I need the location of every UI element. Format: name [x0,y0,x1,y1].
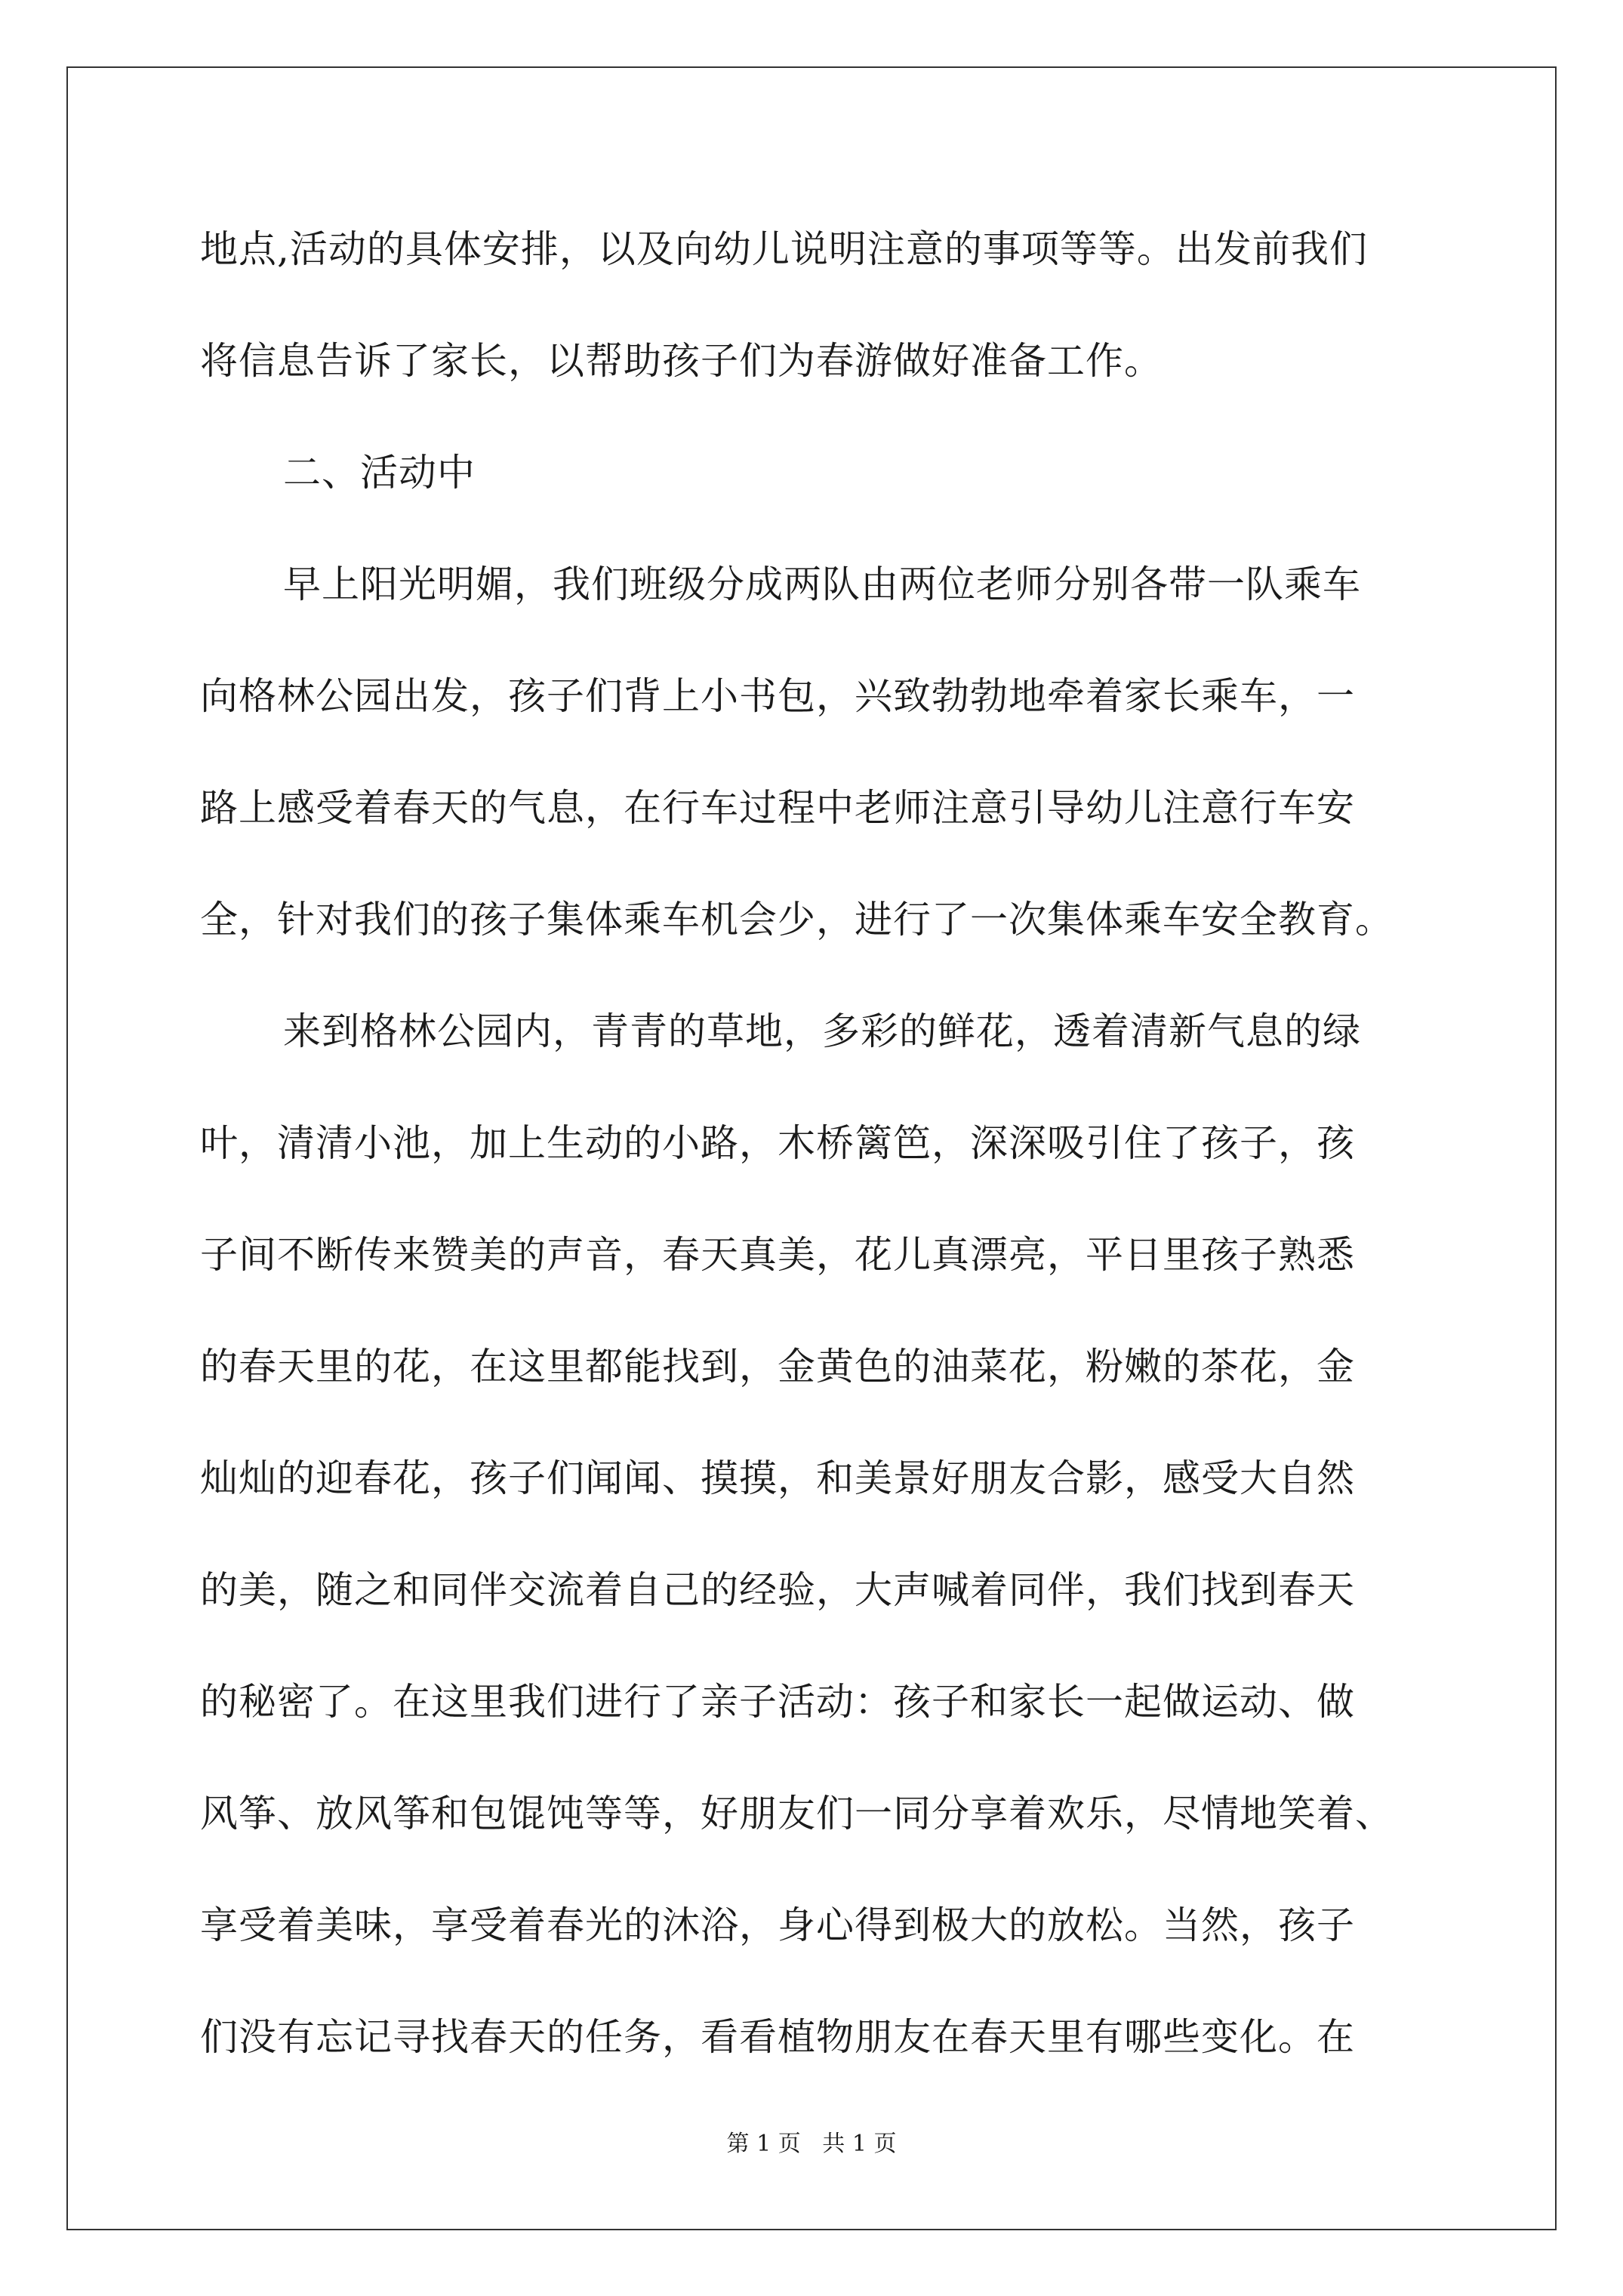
body-line: 向格林公园出发，孩子们背上小书包，兴致勃勃地牵着家长乘车，一 [200,674,1355,718]
body-line: 路上感受着春天的气息，在行车过程中老师注意引导幼儿注意行车安 [200,786,1355,830]
body-line: 的美，随之和同伴交流着自己的经验，大声喊着同伴，我们找到春天 [200,1568,1355,1612]
body-line: 的春天里的花，在这里都能找到，金黄色的油菜花，粉嫩的茶花，金 [200,1345,1355,1388]
body-line: 的秘密了。在这里我们进行了亲子活动：孩子和家长一起做运动、做 [200,1680,1355,1724]
body-line: 叶，清清小池，加上生动的小路，木桥篱笆，深深吸引住了孩子，孩 [200,1121,1355,1165]
body-line: 享受着美味，享受着春光的沐浴，身心得到极大的放松。当然，孩子 [200,1903,1355,1947]
body-line: 全，针对我们的孩子集体乘车机会少，进行了一次集体乘车安全教育。 [200,898,1394,942]
body-line: 早上阳光明媚，我们班级分成两队由两位老师分别各带一队乘车 [283,562,1361,606]
body-line: 风筝、放风筝和包馄饨等等，好朋友们一同分享着欢乐，尽情地笑着、 [200,1792,1394,1835]
body-line: 子间不断传来赞美的声音，春天真美，花儿真漂亮，平日里孩子熟悉 [200,1233,1355,1277]
body-line: 们没有忘记寻找春天的任务，看看植物朋友在春天里有哪些变化。在 [200,2015,1355,2059]
body-line: 灿灿的迎春花，孩子们闻闻、摸摸，和美景好朋友合影，感受大自然 [200,1456,1355,1500]
document-body [200,211,1431,2111]
page-number-footer: 第 1 页 共 1 页 [726,2131,897,2157]
body-line: 地点,活动的具体安排，以及向幼儿说明注意的事项等等。出发前我们 [200,227,1368,271]
section-heading: 二、活动中 [283,451,476,495]
body-line: 将信息告诉了家长，以帮助孩子们为春游做好准备工作。 [200,339,1163,383]
body-line: 来到格林公园内，青青的草地，多彩的鲜花，透着清新气息的绿 [283,1009,1361,1053]
